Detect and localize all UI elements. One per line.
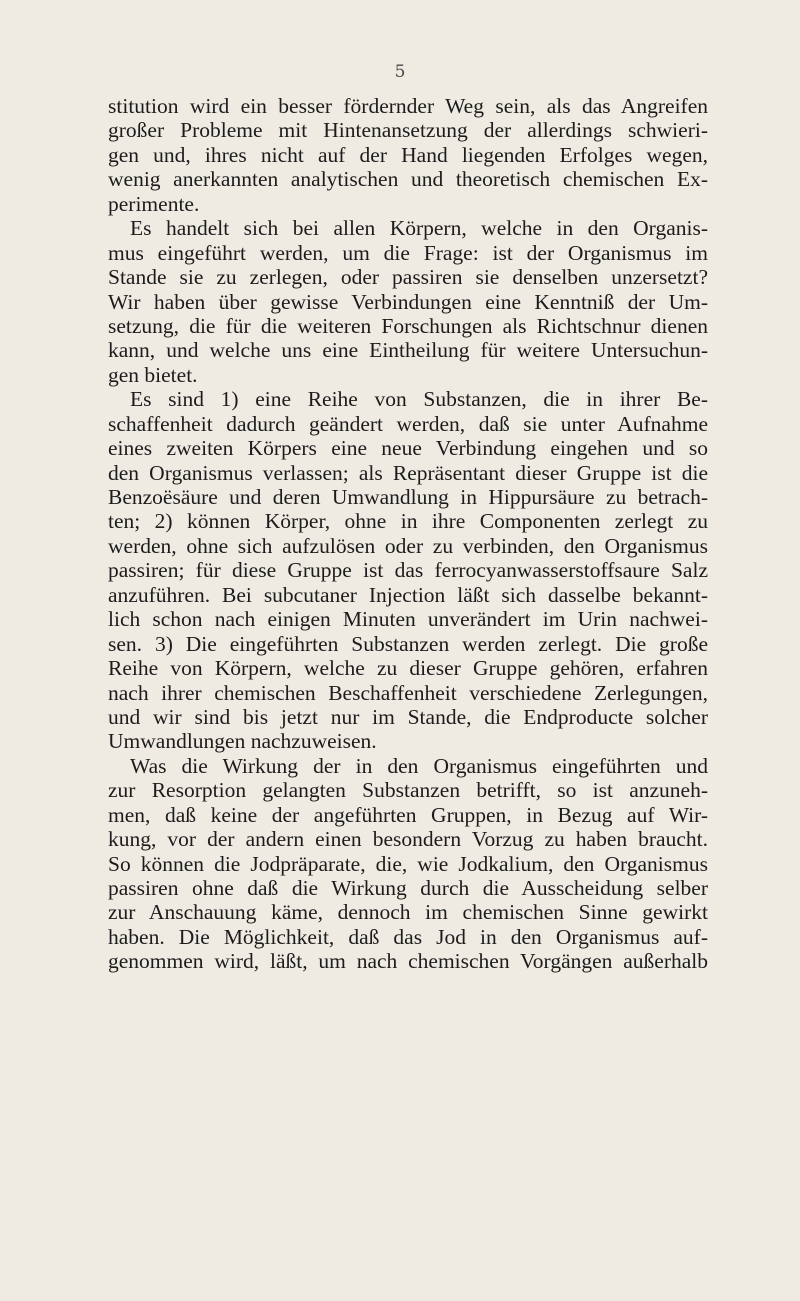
page-number: 5: [394, 62, 406, 82]
text-line: Es sind 1) eine Reihe von Substanzen, die in ihrer Be-: [130, 387, 708, 412]
text-line: stitution wird ein besser fördernder Weg sein, als das Angreifen: [108, 94, 708, 118]
text-line: Wir haben über gewisse Verbindungen eine Kenntniß der Um-: [108, 289, 708, 314]
text-line: sen. 3) Die eingeführten Substanzen werden zerlegt. Die große: [108, 631, 708, 656]
text-line: Es handelt sich bei allen Körpern, welche in den Organis-: [130, 216, 708, 241]
text-line: men, daß keine der angeführten Gruppen, in Bezug auf Wir-: [108, 802, 708, 827]
text-line: passiren; für diese Gruppe ist das ferrocyanwasserstoffsaure Salz: [108, 558, 708, 583]
body-text: [108, 94, 708, 974]
text-line: kann, und welche uns eine Eintheilung für weitere Untersuchun-: [108, 338, 708, 363]
text-line: gen bietet.: [108, 362, 198, 387]
text-line: kung, vor der andern einen besondern Vorzug zu haben braucht.: [108, 827, 708, 852]
text-line: Umwandlungen nachzuweisen.: [108, 729, 377, 754]
text-line: perimente.: [108, 191, 200, 216]
text-line: passiren ohne daß die Wirkung durch die Ausscheidung selber: [108, 876, 708, 900]
text-line: Benzoësäure und deren Umwandlung in Hippursäure zu betrach-: [108, 485, 708, 509]
text-line: gen und, ihres nicht auf der Hand liegenden Erfolges wegen,: [108, 142, 708, 167]
text-line: eines zweiten Körpers eine neue Verbindung eingehen und so: [108, 436, 708, 461]
text-line: und wir sind bis jetzt nur im Stande, die Endproducte solcher: [108, 704, 708, 729]
text-line: werden, ohne sich aufzulösen oder zu verbinden, den Organismus: [108, 533, 708, 558]
text-line: haben. Die Möglichkeit, daß das Jod in den Organismus auf-: [108, 924, 708, 949]
text-line: Was die Wirkung der in den Organismus eingeführten und: [130, 753, 708, 778]
text-line: den Organismus verlassen; als Repräsentant dieser Gruppe ist die: [108, 460, 708, 485]
text-line: mus eingeführt werden, um die Frage: ist der Organismus im: [108, 240, 708, 265]
text-line: setzung, die für die weiteren Forschungen als Richtschnur dienen: [108, 313, 708, 338]
text-line: zur Anschauung käme, dennoch im chemischen Sinne gewirkt: [108, 900, 708, 925]
text-line: ten; 2) können Körper, ohne in ihre Componenten zerlegt zu: [108, 509, 708, 534]
text-line: schaffenheit dadurch geändert werden, daß sie unter Aufnahme: [108, 411, 708, 436]
text-line: nach ihrer chemischen Beschaffenheit verschiedene Zerlegungen,: [108, 680, 708, 705]
text-line: zur Resorption gelangten Substanzen betrifft, so ist anzuneh-: [108, 778, 708, 803]
text-line: großer Probleme mit Hintenansetzung der allerdings schwieri-: [108, 118, 708, 143]
text-line: Reihe von Körpern, welche zu dieser Gruppe gehören, erfahren: [108, 656, 708, 681]
text-line: lich schon nach einigen Minuten unverändert im Urin nachwei-: [108, 607, 708, 632]
text-line: Stande sie zu zerlegen, oder passiren sie denselben unzersetzt?: [108, 265, 708, 290]
text-line: anzuführen. Bei subcutaner Injection läßt sich dasselbe bekannt-: [108, 582, 708, 607]
text-line: genommen wird, läßt, um nach chemischen Vorgängen außerhalb: [108, 949, 708, 974]
text-line: wenig anerkannten analytischen und theoretisch chemischen Ex-: [108, 167, 708, 192]
text-line: So können die Jodpräparate, die, wie Jodkalium, den Organismus: [108, 851, 708, 876]
